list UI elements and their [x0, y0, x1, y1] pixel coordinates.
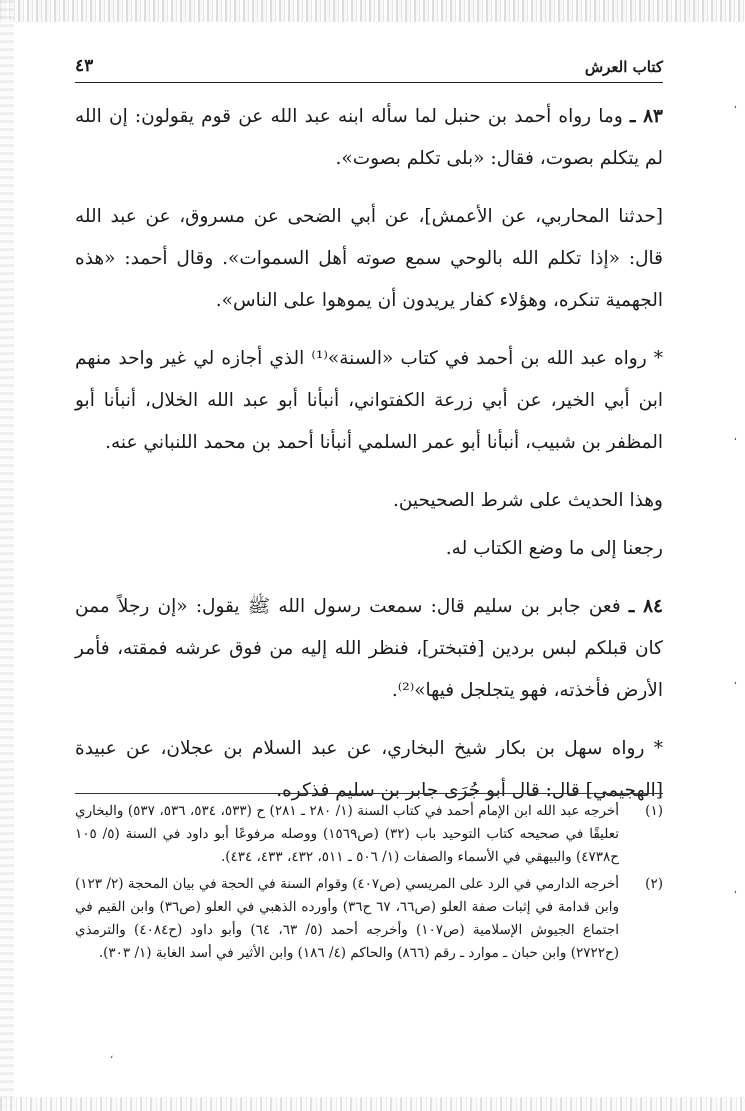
- footnote-text: أخرجه عبد الله ابن الإمام أحمد في كتاب السنة (١/ ٢٨٠ ـ ٢٨١) ح (٥٣٣، ٥٣٤، ٥٣٦، ٥٣٧) والبخاري تعليقًا في صحيحه كتاب التوحيد باب (٣٢) (ص١٥٦٩) ووصله مرفوعًا أبو داود في السنة (٥/ ١٠٥ ح٤٧٣٨) والبيهقي في الأسماء والصفات (١/ ٥٠٦ ـ ٥١١، ٤٣٢، ٤٣٣، ٤٣٤).: [75, 803, 619, 865]
- paragraph-83: [75, 96, 663, 180]
- paragraph-number: ٨٣ ـ: [629, 106, 663, 127]
- page-header: [75, 52, 663, 83]
- footnote-1: [75, 800, 663, 869]
- margin-mark: ،: [733, 885, 737, 896]
- paragraph-text: * رواه سهل بن بكار شيخ البخاري، عن عبد السلام بن عجلان، عن عبيدة [الهجيمي] قال: قال أبو جُرَى جابر بن سليم فذكره.: [75, 738, 663, 801]
- paragraph-text: وهذا الحديث على شرط الصحيحين.: [392, 490, 663, 511]
- scan-border-top: [0, 0, 745, 22]
- footnote-text: أخرجه الدارمي في الرد على المريسي (ص٤٠٧) وقوام السنة في الحجة في بيان المحجة (٢/ ١٢٣) وابن قدامة في إثبات صفة العلو (ص٦٦، ٦٧ ح٣٦) وأورده الذهبي في العلو (ص٣٦) وابن القيم في اجتماع الجيوش الإسلامية (ص١٠٧) وأخرجه أحمد (٥/ ٦٣، ٦٤) وأبو داود (ح٤٠٨٤) والترمذي (ح٢٧٢٢) وابن حبان ـ موارد ـ رقم (٨٦٦) والحاكم (٤/ ١٨٦) وابن الأثير في أسد الغابة (١/ ٣٠٣).: [75, 876, 619, 961]
- paragraph-sharh: [75, 480, 663, 522]
- paragraph-text: * رواه عبد الله بن أحمد في كتاب «السنة»⁽¹⁾ الذي أجازه لي غير واحد منهم ابن أبي الخير، عن أبي زرعة الكفتواني، أنبأنا أبو عبد الله الخلال، أنبأنا أبو المظفر بن شبيب، أنبأنا أبو عمر السلمي أنبأنا أحمد بن محمد اللنباني عنه.: [75, 348, 663, 453]
- margin-mark: ،: [110, 1050, 114, 1061]
- main-text: [75, 96, 663, 828]
- paragraph-text: فعن جابر بن سليم قال: سمعت رسول الله ﷺ يقول: «إن رجلاً ممن كان قبلكم لبس بردين [فتبختر]، فنظر الله إليه من فوق عرشه فمقته، فأمر الأرض فأخذته، فهو يتجلجل فيها»⁽²⁾.: [75, 596, 663, 701]
- paragraph-text: [حدثنا المحاربي، عن الأعمش]، عن أبي الضحى عن مسروق، عن عبد الله قال: «إذا تكلم الله بالوحي سمع صوته أهل السموات». وقال أحمد: «هذه الجهمية تنكره، وهؤلاء كفار يريدون أن يموهوا على الناس».: [75, 206, 663, 311]
- running-title: كتاب العرش: [584, 58, 663, 76]
- scan-border-left: [0, 0, 14, 1111]
- paragraph-text: رجعنا إلى ما وضع الكتاب له.: [445, 538, 663, 559]
- footnote-number: (١): [645, 803, 663, 819]
- paragraph-number: ٨٤ ـ: [628, 596, 663, 617]
- scan-border-bottom: [0, 1097, 745, 1111]
- footnote-number: (٢): [645, 876, 663, 892]
- paragraph-isnad: [75, 196, 663, 322]
- paragraph-84: [75, 586, 663, 712]
- margin-mark: ،: [733, 676, 737, 687]
- paragraph-text: وما رواه أحمد بن حنبل لما سأله ابنه عبد الله عن قوم يقولون: إن الله لم يتكلم بصوت، فقال: «بلى تكلم بصوت».: [75, 106, 663, 169]
- paragraph-return: [75, 528, 663, 570]
- page-number: ٤٣: [75, 56, 94, 76]
- footnotes: [75, 800, 663, 969]
- margin-mark: ،: [733, 432, 737, 443]
- margin-mark: ،: [733, 100, 737, 111]
- footnote-2: [75, 873, 663, 965]
- footnote-divider: [75, 793, 663, 794]
- paragraph-riwaya: [75, 338, 663, 464]
